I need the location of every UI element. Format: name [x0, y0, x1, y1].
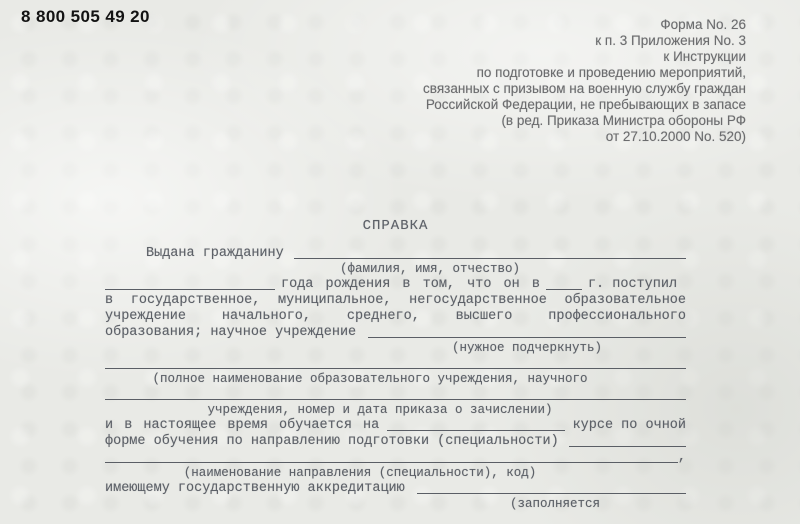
form-header-line: Российской Федерации, не пребывающих в запасе — [425, 97, 746, 112]
education-text: образования; научное учреждение — [105, 325, 357, 340]
enrollment-order-caption: учреждения, номер и дата приказа о зачислении) — [207, 403, 553, 417]
birth-year-row — [105, 277, 686, 293]
specialty-caption-row — [105, 466, 686, 481]
fio-caption-row — [105, 262, 686, 277]
filled-caption-row — [105, 497, 686, 512]
enrollment-year-blank-line — [546, 289, 582, 290]
issued-to-row — [105, 246, 686, 262]
specialty-blank-line — [105, 462, 678, 463]
current-course-row — [105, 418, 686, 434]
form-header-line: к п. 3 Приложения No. 3 — [595, 33, 746, 48]
study-form-row — [105, 434, 686, 450]
accreditation-row — [105, 481, 686, 497]
education-line-row — [105, 325, 686, 341]
accreditation-text: имеющему государственную аккредитацию — [105, 481, 405, 496]
specialty-blank-line-start — [569, 446, 686, 447]
form-header-line: к Инструкции — [663, 49, 746, 64]
phone-number-overlay: 8 800 505 49 20 — [21, 7, 150, 26]
institution-level-line: учреждение начального, среднего, высшего профессионального — [105, 309, 686, 324]
trailing-comma: , — [677, 450, 686, 465]
birth-year-text: года рождения в том, что он в — [281, 277, 540, 292]
order-blank-row — [105, 387, 686, 403]
specialty-blank-row — [105, 450, 686, 466]
full-name-caption: (полное наименование образовательного учреждения, научного — [152, 372, 588, 386]
enrolled-text: г. поступил — [587, 277, 678, 292]
filled-caption: (заполняется — [509, 497, 600, 511]
underline-caption-row — [105, 341, 686, 356]
form-header — [423, 17, 746, 145]
birth-date-blank-line — [105, 289, 275, 290]
order-blank-line — [105, 399, 686, 400]
underline-hint-caption: (нужное подчеркнуть) — [451, 341, 603, 355]
course-number-blank-line — [387, 430, 564, 431]
order-caption-row — [105, 403, 686, 418]
form-header-line: связанных с призывом на военную службу граждан — [423, 81, 746, 96]
course-text-a: и в настоящее время обучается на — [105, 418, 380, 433]
institution-name-blank-line — [368, 337, 686, 338]
form-header-line: от 27.10.2000 No. 520) — [605, 129, 746, 144]
full-name-caption-row — [105, 372, 686, 387]
specialty-caption: (наименование направления (специальности), код) — [183, 466, 537, 480]
state-institution-line: в государственное, муниципальное, негосударственное образовательное — [105, 293, 686, 308]
fio-caption: (фамилия, имя, отчество) — [339, 262, 521, 276]
form-header-line: (в ред. Приказа Министра обороны РФ — [501, 113, 746, 128]
issued-to-label: Выдана гражданину — [146, 246, 284, 261]
form-header-line: по подготовке и проведению мероприятий, — [476, 65, 746, 80]
full-name-blank-line — [105, 368, 686, 369]
accreditation-blank-line — [417, 493, 686, 494]
form-header-line: Форма No. 26 — [660, 17, 746, 32]
study-form-text: форме обучения по направлению подготовки (специальности) — [105, 434, 559, 449]
document-title: СПРАВКА — [362, 218, 429, 234]
full-name-blank-row — [105, 356, 686, 372]
course-text-b: курсе по очной — [572, 418, 686, 433]
fio-blank-line — [294, 258, 686, 259]
certificate-body — [105, 219, 686, 512]
